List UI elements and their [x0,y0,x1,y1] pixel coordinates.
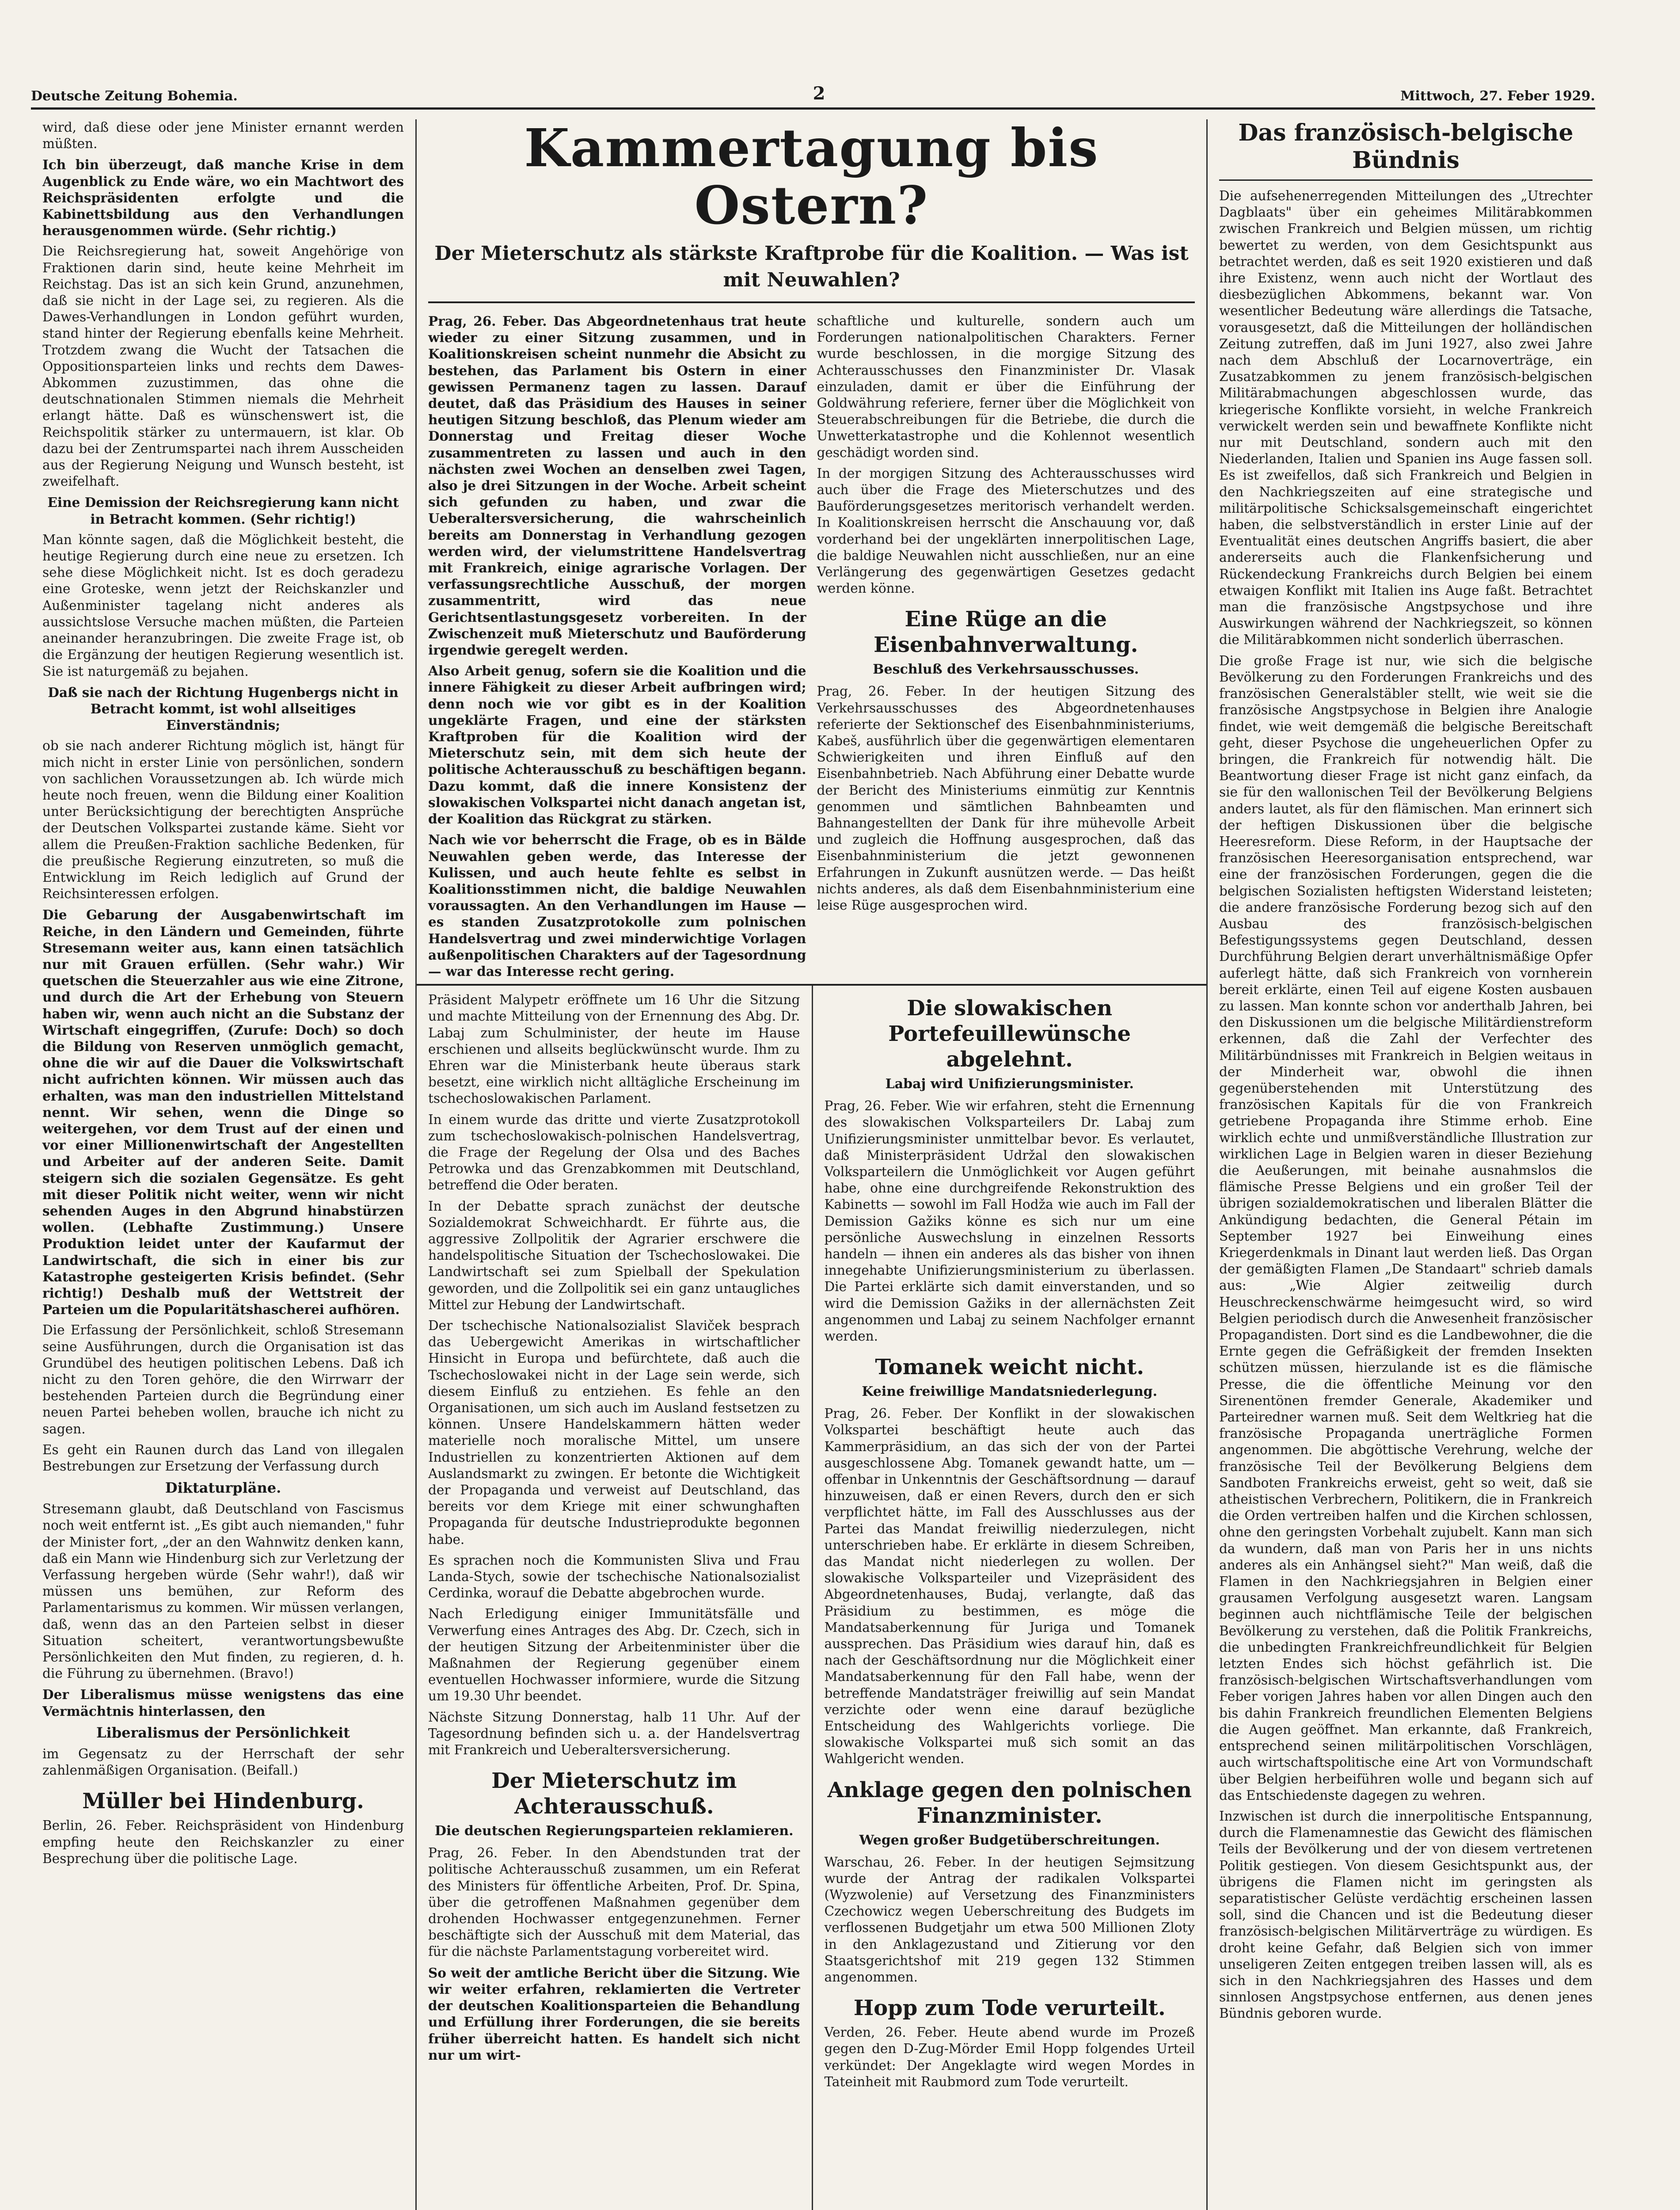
column-3 [812,986,1207,2210]
article-headline: Tomanek weicht nicht. [875,1355,1144,1380]
paragraph: Die Reichsregierung hat, soweit Angehörige von Fraktionen darin sind, heute keine Mehrheit im Reichstag. Das ist an sich kein Grund, anzunehmen, daß sie nicht in der Lage sei, zu regieren. Als die Dawes-Verhandlungen in London geführt wurden, stand hinter der Regierung ebenfalls keine Mehrheit. Trotzdem zwang die Wucht der Tatsachen die Oppositionsparteien links und rechts dem Dawes-Abkommen zuzustimmen, das ohne die deutschnationalen Stimmen niemals die Mehrheit erlangt hätte. Daß es wünschenswert ist, die Reichspolitik stärker zu untermauern, ist klar. Ob dazu bei der Zentrumspartei nach ihrem Ausscheiden aus der Regierung Neigung und Wunsch besteht, ist zweifelhaft. [42,244,404,489]
paragraph: Präsident Malypetr eröffnete um 16 Uhr die Sitzung und machte Mitteilung von der Ernennung des Abg. Dr. Labaj zum Schulminister, der heute im Hause erschienen und allseits beglückwünscht wurde. Ihm zu Ehren war die Ministerbank heute überaus stark besetzt, eine wirklich nicht alltägliche Erscheinung im tschechoslowakischen Parlament. [428,992,800,1106]
lead-article-area [415,119,1206,2210]
paragraph: Warschau, 26. Feber. In der heutigen Sejmsitzung wurde der Antrag der radikalen Volkspartei (Wyzwolenie) auf Versetzung des Finanzministers Czechowicz wegen Ueberschreitung des Budgets im verflossenen Budgetjahr um etwa 500 Millionen Zloty in den Anklagezustand und Zitierung vor den Staatsgerichtshof mit 219 gegen 132 Stimmen angenommen. [824,1854,1195,1985]
paragraph: Ich bin überzeugt, daß manche Krise in dem Augenblick zu Ende wäre, wo ein Machtwort des Reichspräsidenten erfolgte und die Kabinettsbildung aus den Verhandlungen herausgenommen würde. (Sehr richtig.) [42,157,404,239]
paragraph: Prag, 26. Feber. In der heutigen Sitzung des Verkehrsausschusses des Abgeordnetenhauses referierte der Sektionschef des Eisenbahnministeriums, Kabeš, ausführlich über die gegenwärtigen elementaren Schwierigkeiten und ihren Einfluß auf den Eisenbahnbetrieb. Nach Abführung einer Debatte wurde der Bericht des Ministeriums einmütig zur Kenntnis genommen und sämtlichen Bahnbeamten und Bahnangestellten der Dank für ihre mühevolle Arbeit und zugleich die Hoffnung ausgesprochen, daß das Eisenbahnministerium die jetzt gewonnenen Erfahrungen in Zukunft ausnützen werde. — Das heißt nichts anderes, als daß dem Eisenbahnministerium eine leise Rüge ausgesprochen wird. [817,684,1195,913]
paragraph: Verden, 26. Feber. Heute abend wurde im Prozeß gegen den D-Zug-Mörder Emil Hopp folgendes Urteil verkündet: Der Angeklagte wird wegen Mordes in Tateinheit mit Raubmord zum Tode verurteilt. [824,2025,1195,2089]
paragraph: So weit der amtliche Bericht über die Sitzung. Wie wir weiter erfahren, reklamierten die Vertreter der deutschen Koalitionsparteien die Behandlung und Erfüllung ihrer Forderungen, die sie bereits früher überreicht hatten. Es handelt sich nicht nur um wirt- [428,1965,800,2063]
page-number: 2 [813,83,825,104]
article-headline: Anklage gegen den polnischen Finanzminister. [827,1777,1192,1828]
article-headline: Hopp zum Tode verurteilt. [853,1996,1166,2021]
column-1 [31,119,415,2210]
main-subheadline: Der Mieterschutz als stärkste Kraftprobe für die Koalition. — Was ist mit Neuwahlen? [428,240,1195,303]
subheading: Diktaturpläne. [165,1479,281,1497]
newspaper-name: Deutsche Zeitung Bohemia. [31,88,238,104]
article-subheadline: Die deutschen Regierungsparteien reklamieren. [434,1823,794,1839]
paragraph: Nach wie vor beherrscht die Frage, ob es in Bälde Neuwahlen geben werde, das Interesse der Kulissen, und auch heute fehlte es selbst in Koalitionsstimmen nicht, die baldige Neuwahlen voraussagten. An den Verhandlungen im Hause — es standen Zusatzprotokolle zum polnischen Handelsvertrag und zwei minderwichtige Vorlagen außenpolitischen Charakters auf der Tagesordnung — war das Interesse recht gering. [428,832,806,979]
paragraph: Inzwischen ist durch die innerpolitische Entspannung, durch die Flamenamnestie das Gewicht des flämischen Teils der Bevölkerung und der von diesem vertretenen Politik gestiegen. Von diesem Gesichtspunkt aus, der übrigens die Flamen nicht im geringsten als separatistischer Gelüste verdächtig erscheinen lassen soll, sind die Chancen und ist die Bedeutung dieser französisch-belgischen Militärverträge zu würdigen. Es droht keine Gefahr, daß Belgien sich von immer unseligeren Zeiten entgegen treiben lassen will, als es sich in den Nachkriegsjahren des Hasses und dem sinnlosen Angstpsychose entfernen, aus denen jenes Bündnis geboren wurde. [1219,1808,1593,2021]
article-headline: Eine Rüge an die Eisenbahnverwaltung. [874,607,1138,658]
paragraph: In der Debatte sprach zunächst der deutsche Sozialdemokrat Schweichhardt. Er führte aus, die aggressive Zollpolitik der Agrarier erschwere die handelspolitische Situation der Tschechoslowakei. Die Landwirtschaft sei zum Spielball der Spekulation geworden, und die Zollpolitik sei ein ganz untaugliches Mittel zur Hebung der Landwirtschaft. [428,1198,800,1312]
subheading: Daß sie nach der Richtung Hugenbergs nicht in Betracht kommt, ist wohl allseitiges Einverständnis; [48,684,399,733]
paragraph: Die aufsehenerregenden Mitteilungen des „Utrechter Dagblaats" über ein geheimes Militärabkommen zwischen Frankreich und Belgien müssen, um richtig bewertet zu werden, von dem Gesichtspunkt aus betrachtet werden, daß es seit 1920 existieren und daß ihre Existenz, wenn auch nicht der Wortlaut des diesbezüglichen Abkommens, bekannt war. Von wesentlicher Bedeutung wäre allerdings die Tatsache, vorausgesetzt, daß die Mitteilungen der holländischen Zeitung zutreffen, daß im Juni 1927, also zwei Jahre nach dem Abschluß der Locarnoverträge, ein Zusatzabkommen zu jenem französisch-belgischen Militärabmachungen abgeschlossen wurde, das kriegerische Konflikte vorsieht, in welche Frankreich verwickelt werden sein und bewaffnete Konflikte nicht nur mit Deutschland, sondern auch mit den Niederlanden, Italien und Spanien ins Auge fassen soll. Es ist zweifellos, daß sich Frankreich und Belgien in den Nachkriegszeiten auf eine strategische und militärpolitische Schicksalsgemeinschaft eingerichtet haben, die selbstverständlich in erster Linie auf der Eventualität eines deutschen Angriffs basiert, die aber andererseits auch die Flankenfsicherung und Rückendeckung Frankreichs durch Belgien bei einem etwaigen Konflikt mit Italien ins Auge faßt. Betrachtet man die französische Angstpsychose und ihre Auswirkungen während der Nachkriegszeit, so können die Militärabkommen nicht sonderlich überraschen. [1219,188,1593,648]
paragraph: Es sprachen noch die Kommunisten Sliva und Frau Landa-Stych, sowie der tschechische Nationalsozialist Cerdinka, worauf die Debatte abgebrochen wurde. [428,1552,800,1601]
column-4 [1206,119,1604,2210]
article-headline: Der Mieterschutz im Achterausschuß. [491,1768,737,1819]
paragraph: Man könnte sagen, daß die Möglichkeit besteht, die heutige Regierung durch eine neue zu ersetzen. Ich sehe diese Möglichkeit nicht. Ist es doch geradezu eine Groteske, wenn jetzt der Reichskanzler und Außenminister tagelang nicht anderes als aussichtslose Versuche machen müßten, die Parteien aneinander heranzubringen. Die zweite Frage ist, ob die Ergänzung der heutigen Regierung wesentlich ist. Sie ist naturgemäß zu bejahen. [42,532,404,679]
lead-article [417,119,1206,984]
paragraph: Prag, 26. Feber. Der Konflikt in der slowakischen Volkspartei beschäftigt heute auch das Kammerpräsidium, an das sich der von der Partei ausgeschlossene Abg. Tomanek gewandt hatte, um — offenbar in Unkenntnis der Geschäftsordnung — darauf hinzuweisen, daß er einen Revers, durch den er sich verpflichtet hätte, im Fall des Ausschlusses aus der Partei das Mandat freiwillig niederzulegen, nicht unterschrieben habe. Er erklärte in diesem Schreiben, das Mandat nicht niederlegen zu wollen. Der slowakische Volksparteiler und Vizepräsident des Abgeordnetenhauses, Budaj, verlangte, daß das Präsidium zu bestimmen, es möge die Mandatsaberkennung für Juriga und Tomanek aussprechen. Das Präsidium wies darauf hin, daß es nach der Geschäftsordnung nur die Möglichkeit einer Mandatsaberkennung für den Fall habe, wenn der betreffende Mandatsträger freiwillig auf sein Mandat verzichte oder wenn eine darauf bezügliche Entscheidung des Wahlgerichts vorliege. Die slowakische Volkspartei muß sich somit an das Wahlgericht wenden. [824,1406,1195,1767]
paragraph: Die Gebarung der Ausgabenwirtschaft im Reiche, in den Ländern und Gemeinden, führte Stresemann weiter aus, kann einen tatsächlich nur mit Grauen erfüllen. (Sehr wahr.) Wir quetschen die Steuerzahler aus wie eine Zitrone, und durch die Art der Erhebung von Steuern haben wir, wenn auch nicht an die Substanz der Wirtschaft eingegriffen, (Zurufe: Doch) so doch die Bildung von Reserven unmöglich gemacht, ohne die wir auf die Dauer die Volkswirtschaft nicht aufrichten können. Wir müssen auch das erhalten, was man den industriellen Mittelstand nennt. Wir sehen, wenn die Dinge so weitergehen, vor dem Trust auf der einen und vor einer Millionenwirtschaft der Angestellten und Arbeiter auf der anderen Seite. Damit steigern sich die sozialen Gegensätze. Es geht mit dieser Politik nicht weiter, wenn wir nicht sehenden Auges in den Abgrund hinabstürzen wollen. (Lebhafte Zustimmung.) Unsere Produktion leidet unter der Kaufarmut der Landwirtschaft, die sich in einer bis zur Katastrophe gesteigerten Krisis befindet. (Sehr richtig!) Deshalb muß der Wettstreit der Parteien um die Popularitätshascherei aufhören. [42,907,404,1318]
article-subheadline: Beschluß des Verkehrsausschusses. [873,662,1139,678]
paragraph: Also Arbeit genug, sofern sie die Koalition und die innere Fähigkeit zu dieser Arbeit aufbringen wird; denn noch wie vor gibt es in der Koalition ungeklärte Fragen, und eine der stärksten Kraftproben für die Koalition wird der Mieterschutz sein, mit dem sich heute der politische Achterausschuß zu beschäftigen begann. Dazu kommt, daß die innere Konsistenz der slowakischen Volkspartei nicht danach angetan ist, der Koalition das Rückgrat zu stärken. [428,663,806,827]
paragraph: Prag, 26. Feber. In den Abendstunden trat der politische Achterausschuß zusammen, um ein Referat des Ministers für öffentliche Arbeiten, Prof. Dr. Spina, über die getroffenen Maßnahmen gegenüber dem drohenden Hochwasser entgegenzunehmen. Ferner beschäftigte sich der Ausschuß mit dem Material, das für die nächste Parlamentstagung vorbereitet wird. [428,1845,800,1959]
issue-date: Mittwoch, 27. Feber 1929. [1400,88,1595,104]
paragraph: Die große Frage ist nur, wie sich die belgische Bevölkerung zu den Forderungen Frankreichs und des französischen Generalstäbler stellt, wie weit sie die französische Angstpsychose in Belgien ihre Analogie findet, wie weit demgemäß die belgische Bereitschaft geht, dieser Psychose die ungeheuerlichen Opfer zu bringen, die Frankreich für notwendig hält. Die Beantwortung dieser Frage ist nicht ganz einfach, da sie für den wallonischen Teil der Bevölkerung Belgiens anders lautet, als für den flämischen. Man erinnert sich der heftigen Diskussionen über die belgische Heeresreform. Diese Reform, in der Hauptsache der französischen Heeresorganisation entsprechend, war eine der französischen Forderungen, gegen die die belgischen Sozialisten heftigsten Widerstand leisteten; die andere französische Forderung bezog sich auf den Ausbau des französisch-belgischen Befestigungssystems gegen Deutschland, dessen Durchführung Belgien derart unverhältnismäßige Opfer auferlegt hätte, daß sich Frankreich von vornherein bereit erklärte, einen Teil auf eigene Kosten ausbauen zu lassen. Man konnte schon vor anderthalb Jahren, bei den Diskussionen um die belgische Militärdienstreform erkennen, daß die Zahl der Verfechter des Militärbündnisses mit Frankreich in Belgien weitaus in der Minderheit war, obwohl die ihnen gegenüberstehenden mit Unterstützung des französischen Kapitals für die von Frankreich getriebene Propaganda ihre Stimme erhob. Eine wirklich echte und unmißverständliche Illustration zur wirklichen Lage in Belgien waren in dieser Beziehung die Aeußerungen, mit beinahe ausnahmslos die flämische Presse Belgiens und ein großer Teil der übrigen sozialdemokratischen und liberalen Blätter die Ankündigung bedachten, die General Pétain im September 1927 bei Einweihung eines Kriegerdenkmals in Dinant laut werden ließ. Das Organ der gemäßigten Flamen „De Standaart" schrieb damals aus: „Wie Algier zeitweilig durch Heuschreckenschwärme heimgesucht wird, so wird Belgien periodisch durch die Anwesenheit französischer Propagandisten. Dort sind es die Landbewohner, die die Ernte gegen die Gefräßigkeit der fremden Insekten schützen müssen, hierzulande ist es die flämische Presse, die die öffentliche Meinung vor den Sirenentönen fremder Generale, Akademiker und Parteiredner warnen muß. Seit dem Weltkrieg hat die französische Propaganda unerträgliche Formen angenommen. Die abgöttische Verehrung, welche der französische Teil der Bevölkerung Belgiens dem Sandboten Frankreichs erweist, geht so weit, daß sie atheistischen Verbrechern, Politikern, die in Frankreich die Orden vertreiben halfen und die Kirchen schlossen, ohne den geringsten Vorbehalt zujubelt. Kann man sich da wundern, daß man von Paris her in uns nichts anderes als ein Anhängsel sieht?" Man weiß, daß die Flamen in den Nachkriegsjahren in Belgien einer grausamen Verfolgung ausgesetzt waren. Langsam beginnen auch nichtflämische Teile der belgischen Bevölkerung zu verstehen, daß die Politik Frankreichs, die unbedingten Frankreichfreundlichkeit für Belgien letzten Endes sich höchst gefährlich ist. Die französisch-belgischen Wirtschaftsverhandlungen vom Feber vorigen Jahres haben vor allen Dingen auch den bis dahin Frankreich freundlichen Elementen Belgiens die Augen geöffnet. Man erkannte, daß Frankreich, entsprechend seinen militärpolitischen Vorschlägen, auch wirtschaftspolitische eine Art von Vormundschaft über Belgien herbeiführen wolle und begann sich auf das Entschiedenste dagegen zu wehren. [1219,653,1593,1803]
subheading: Eine Demission der Reichsregierung kann nicht in Betracht kommen. (Sehr richtig!) [47,495,399,527]
paragraph: ob sie nach anderer Richtung möglich ist, hängt für mich nicht in erster Linie von persönlichen, sondern von sachlichen Voraussetzungen ab. Ich würde mich heute noch freuen, wenn die Bildung einer Koalition unter Berücksichtigung der berechtigten Ansprüche der Deutschen Volkspartei zustande käme. Sieht vor allem die Preußen-Fraktion sachliche Bedenken, für die preußische Regierung einzutreten, so muß die Entwicklung im Reich lediglich auf Grund der Reichsinteressen erfolgen. [42,738,404,902]
paragraph: Nächste Sitzung Donnerstag, halb 11 Uhr. Auf der Tagesordnung befinden sich u. a. der Handelsvertrag mit Frankreich und Ueberaltersversicherung. [428,1709,800,1758]
lower-columns [417,984,1206,2210]
lead-body [428,313,1195,984]
paragraph: schaftliche und kulturelle, sondern auch um Forderungen nationalpolitischen Charakters. Ferner wurde beschlossen, in die morgige Sitzung des Achterausschusses den Finanzminister Dr. Vlasak einzuladen, damit er über die Einführung der Goldwährung referiere, ferner über die Möglichkeit von Steuerabschreibungen für die Betriebe, die durch die Unwetterkatastrophe und die Kohlennot wesentlich geschädigt worden sind. [817,313,1195,460]
paragraph: In einem wurde das dritte und vierte Zusatzprotokoll zum tschechoslowakisch-polnischen Handelsvertrag, die Frage der Regelung der Olsa und des Baches Petrowka und das Grenzabkommen mit Deutschland, betreffend die Oder beraten. [428,1112,800,1193]
article-headline: Die slowakischen Portefeuillewünsche abgelehnt. [888,996,1131,1072]
article-subheadline: Wegen großer Budgetüberschreitungen. [859,1832,1160,1848]
subheading: Liberalismus der Persönlichkeit [96,1724,350,1741]
paragraph: Es geht ein Raunen durch das Land von illegalen Bestrebungen zur Ersetzung der Verfassung durch [42,1442,404,1474]
paragraph: Berlin, 26. Feber. Reichspräsident von Hindenburg empfing heute den Reichskanzler zu einer Besprechung über die politische Lage. [42,1818,404,1866]
main-headline: Kammertagung bis Ostern? [524,119,1099,236]
paragraph: Stresemann glaubt, daß Deutschland von Fascismus noch weit entfernt ist. „Es gibt auch niemanden," fuhr der Minister fort, „der an den Wahnwitz denken kann, daß ein Mann wie Hindenburg sich zur Verletzung der Verfassung hergeben würde (Sehr wahr!), daß wir müssen uns bemühen, zur Reform des Parlamentarismus zu kommen. Wir müssen verlangen, daß, wenn das an den Parteien selbst in dieser Situation scheitert, verantwortungsbewußte Persönlichkeiten den Mut finden, zu regieren, d. h. die Führung zu übernehmen. (Bravo!) [42,1501,404,1681]
paragraph: im Gegensatz zu der Herrschaft der sehr zahlenmäßigen Organisation. (Beifall.) [42,1746,404,1778]
paragraph: Prag, 26. Feber. Das Abgeordnetenhaus trat heute wieder zu einer Sitzung zusammen, und in Koalitionskreisen scheint nunmehr die Absicht zu bestehen, das Parlament bis Ostern in einer gewissen Permanenz tagen zu lassen. Darauf deutet, daß das Präsidium des Hauses in seiner heutigen Sitzung beschloß, das Plenum wieder am Donnerstag und Freitag dieser Woche zusammentreten zu lassen und auch in den nächsten zwei Wochen an denselben zwei Tagen, also je drei Sitzungen in der Woche. Arbeit scheint sich gefunden zu haben, und zwar die Ueberaltersversicherung, die wahrscheinlich bereits am Donnerstag in Verhandlung gezogen werden wird, der vielumstrittene Handelsvertrag mit Frankreich, einige agrarische Vorlagen. Der verfassungsrechtliche Ausschuß, der morgen zusammentritt, wird das neue Gerichtsentlastungsgesetz vorbereiten. In der Zwischenzeit muß Mieterschutz und Bauförderung irgendwie geregelt werden. [428,313,806,658]
column-2 [417,986,812,2210]
article-subheadline: Labaj wird Unifizierungsminister. [885,1076,1134,1092]
paragraph: Der tschechische Nationalsozialist Slaviček besprach das Uebergewicht Amerikas in wirtschaftlicher Hinsicht in Europa und befürchtete, daß auch die Tschechoslowakei nicht in der Lage sein werde, sich diesem Einfluß zu entziehen. Es fehle an den Organisationen, um sich auch im Ausland festsetzen zu können. Unsere Handelskammern hätten weder materielle noch moralische Mittel, um unsere Industriellen zu konzentrierten Aktionen auf dem Auslandsmarkt zu zwingen. Er betonte die Wichtigkeit der Propaganda und verweist auf Deutschland, das bereits vor dem Kriege mit einer schwunghaften Propaganda für deutsche Industrieprodukte begonnen habe. [428,1318,800,1547]
lead-left [428,313,806,984]
columns [31,119,1604,2210]
article-headline: Das französisch-belgische Bündnis [1219,119,1593,181]
paragraph: Prag, 26. Feber. Wie wir erfahren, steht die Ernennung des slowakischen Volksparteilers Dr. Labaj zum Unifizierungsminister unmittelbar bevor. Es verlautet, daß Ministerpräsident Udržal den slowakischen Volksparteilern die Unmöglichkeit vor Augen geführt habe, ohne eine durchgreifende Rekonstruktion des Kabinetts — sowohl im Fall Hodža wie auch im Fall der Demission Gažiks könne es sich nur um eine persönliche Auswechslung in einzelnen Ressorts handeln — ihnen ein anderes als das bisher von ihnen innegehabte Unifizierungsministerium zu überlassen. Die Partei erklärte sich damit einverstanden, und so wird die Demission Gažiks in der allernächsten Zeit angenommen und Labaj zu seinem Nachfolger ernannt werden. [824,1098,1195,1344]
paragraph: Die Erfassung der Persönlichkeit, schloß Stresemann seine Ausführungen, durch die Organisation ist das Grundübel des heutigen politischen Lebens. Daß ich nicht zu den Toren gehöre, die den Wirrwarr der bestehenden Parteien durch die Begründung einer neuen Partei beheben wollen, brauche ich nicht zu sagen. [42,1322,404,1436]
paragraph: wird, daß diese oder jene Minister ernannt werden müßten. [42,120,404,152]
lead-right [817,313,1195,984]
paragraph: In der morgigen Sitzung des Achterausschusses wird auch über die Frage des Mieterschutzes und des Bauförderungsgesetzes meritorisch verhandelt werden. In Koalitionskreisen herrscht die Anschauung vor, daß vorderhand bei der ungeklärten innerpolitischen Lage, die baldige Neuwahlen nicht ausschließen, nur an eine Verlängerung des gegenwärtigen Gesetzes gedacht werden könne. [817,465,1195,596]
page-header [31,77,1595,110]
article-headline: Müller bei Hindenburg. [82,1789,364,1814]
paragraph: Der Liberalismus müsse wenigstens das eine Vermächtnis hinterlassen, den [42,1687,404,1719]
article-subheadline: Keine freiwillige Mandatsniederlegung. [862,1384,1158,1400]
paragraph: Nach Erledigung einiger Immunitätsfälle und Verwerfung eines Antrages des Abg. Dr. Czech, sich in der heutigen Sitzung der Arbeitenminister über die Maßnahmen der Regierung gegenüber einem eventuellen Hochwasser informiere, wurde die Sitzung um 19.30 Uhr beendet. [428,1606,800,1704]
